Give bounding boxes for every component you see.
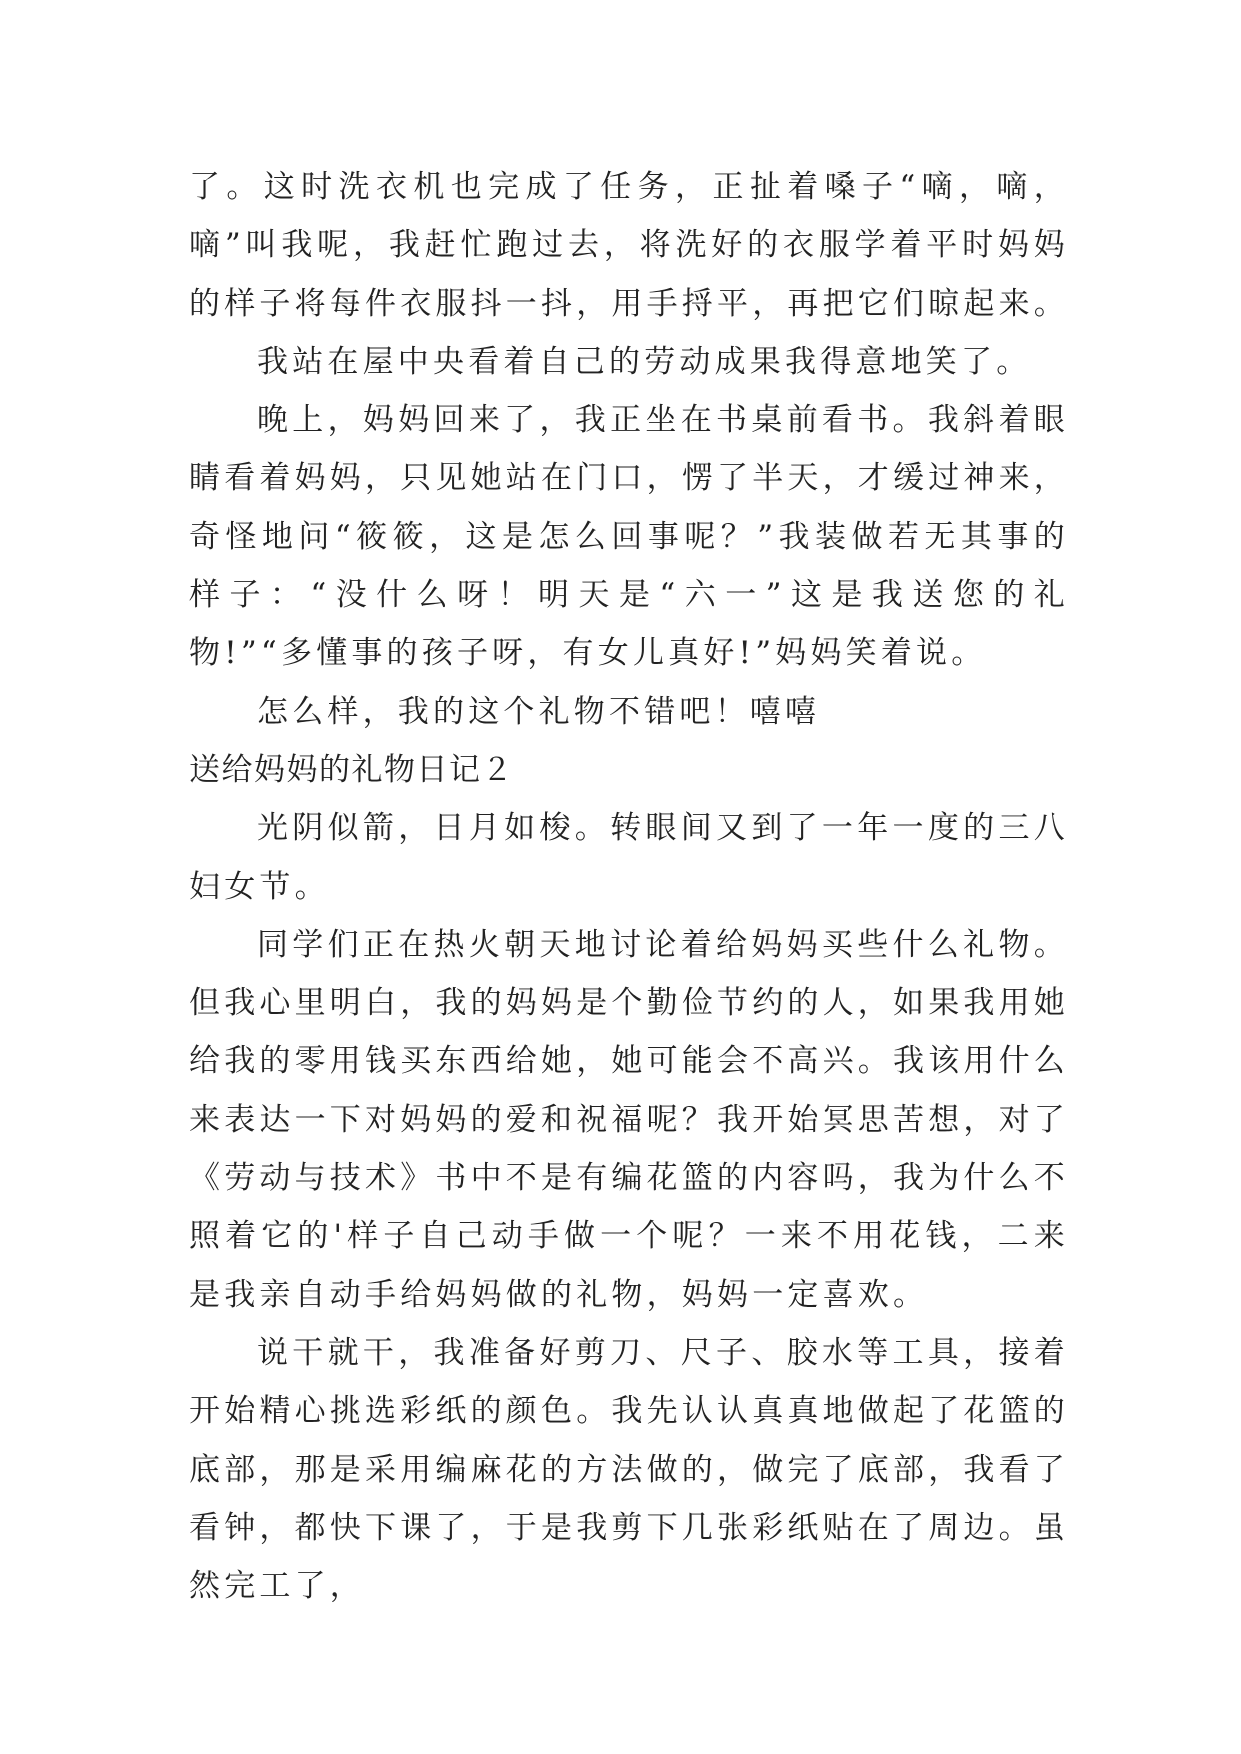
paragraph: 晚上，妈妈回来了，我正坐在书桌前看书。我斜着眼睛看着妈妈，只见她站在门口，愣了半天，才缓过神来，奇怪地问“筱筱，这是怎么回事呢？”我装做若无其事的样子：“没什么呀！明天是“六一”这是我送您的礼物!”“多懂事的孩子呀，有女儿真好!”妈妈笑着说。 [189, 402, 1069, 672]
paragraph: 怎么样，我的这个礼物不错吧！嘻嘻 [257, 693, 821, 730]
section-title: 送给妈妈的礼物日记２ [189, 751, 514, 788]
paragraph: 说干就干，我准备好剪刀、尺子、胶水等工具，接着开始精心挑选彩纸的颜色。我先认认真真地做起了花篮的底部，那是采用编麻花的方法做的，做完了底部，我看了看钟，都快下课了，于是我剪下几张彩纸贴在了周边。虽然完工了， [189, 1334, 1069, 1605]
document-body [189, 158, 1069, 1615]
paragraph: 同学们正在热火朝天地讨论着给妈妈买些什么礼物。但我心里明白，我的妈妈是个勤俭节约的人，如果我用她给我的零用钱买东西给她，她可能会不高兴。我该用什么来表达一下对妈妈的爱和祝福呢？我开始冥思苦想，对了《劳动与技术》书中不是有编花篮的内容吗，我为什么不照着它的'样子自己动手做一个呢？一来不用花钱，二来是我亲自动手给妈妈做的礼物，妈妈一定喜欢。 [189, 926, 1069, 1313]
paragraph: 我站在屋中央看着自己的劳动成果我得意地笑了。 [257, 343, 1032, 380]
paragraph: 光阴似箭，日月如梭。转眼间又到了一年一度的三八妇女节。 [189, 810, 1069, 905]
paragraph: 了。这时洗衣机也完成了任务，正扯着嗓子“嘀，嘀，嘀”叫我呢，我赶忙跑过去，将洗好的衣服学着平时妈妈的样子将每件衣服抖一抖，用手捋平，再把它们晾起来。 [189, 169, 1069, 322]
